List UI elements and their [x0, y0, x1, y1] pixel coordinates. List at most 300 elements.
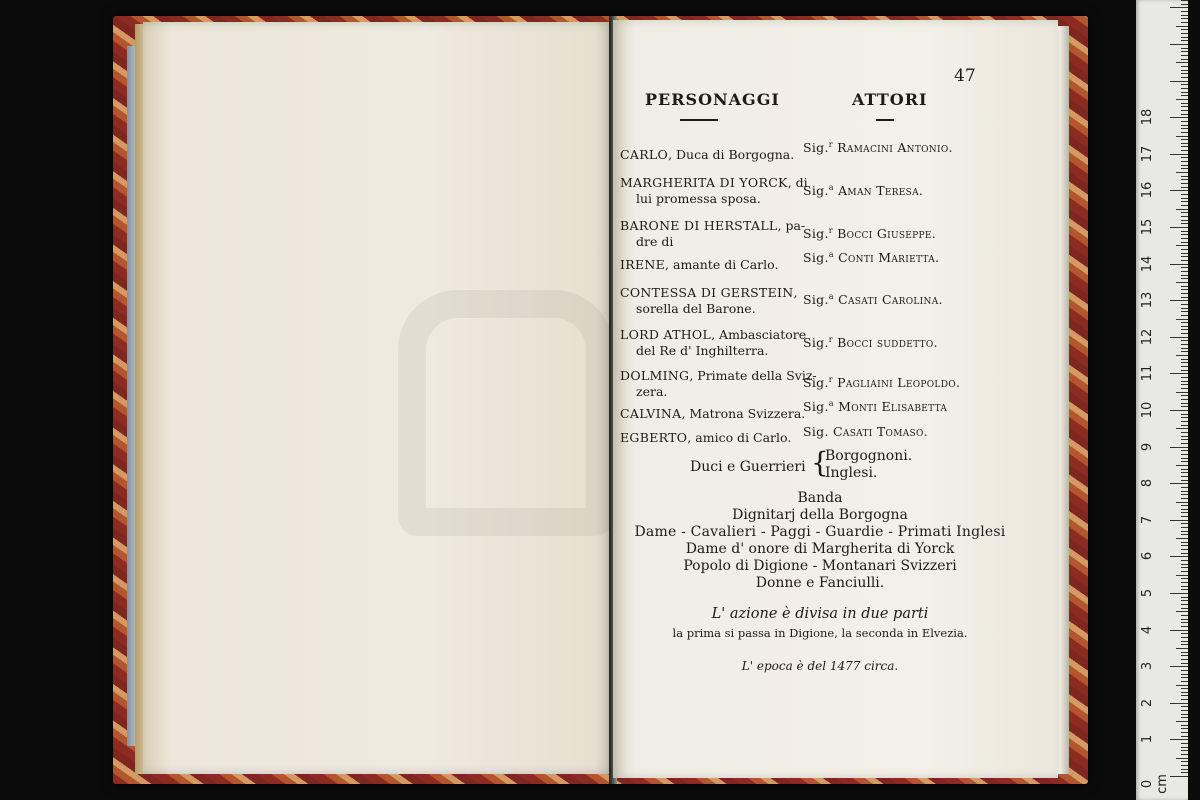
ruler-tick — [1181, 146, 1188, 147]
ruler-tick — [1181, 725, 1188, 726]
ruler-tick — [1181, 681, 1188, 682]
ruler-tick — [1181, 505, 1188, 506]
actor-title: Sig. — [803, 424, 829, 440]
ruler-tick — [1181, 754, 1188, 755]
ruler-tick — [1181, 578, 1188, 579]
character-name: LORD ATHOL — [620, 327, 712, 342]
ruler-tick — [1181, 176, 1188, 177]
ruler-tick — [1181, 157, 1188, 158]
character-desc: , — [793, 285, 798, 300]
extras-line: Popolo di Digione - Montanari Svizzeri — [683, 558, 957, 574]
extras-line: Banda — [797, 490, 843, 506]
actor-entry — [803, 226, 936, 241]
ruler-tick — [1181, 527, 1188, 528]
ruler-tick — [1181, 340, 1188, 341]
ruler-tick — [1181, 695, 1188, 696]
ruler-tick — [1181, 253, 1188, 254]
character-entry — [620, 283, 797, 302]
character-name: EGBERTO — [620, 430, 688, 445]
ruler-tick — [1181, 55, 1188, 56]
ruler-tick — [1181, 772, 1188, 773]
ruler-tick — [1170, 776, 1188, 777]
ruler-tick — [1181, 70, 1188, 71]
ruler-number: 18 — [1140, 108, 1155, 126]
character-entry — [620, 428, 791, 447]
ruler-number: 14 — [1140, 255, 1155, 272]
ruler-tick — [1176, 172, 1188, 173]
duci-label: Duci e Guerrieri — [690, 459, 806, 475]
ruler-tick — [1176, 685, 1188, 686]
ruler-tick — [1181, 311, 1188, 312]
actor-entry — [803, 250, 939, 265]
ruler-tick — [1181, 600, 1188, 601]
duci-group-1: Borgognoni. — [825, 448, 913, 464]
ruler-tick — [1181, 761, 1188, 762]
ruler-tick — [1176, 538, 1188, 539]
ruler-tick — [1181, 348, 1188, 349]
character-entry — [620, 216, 805, 235]
ruler-tick — [1170, 703, 1188, 704]
ruler-tick — [1181, 545, 1188, 546]
ruler-tick — [1181, 366, 1188, 367]
character-entry — [620, 366, 817, 385]
character-desc: , pa- — [777, 218, 806, 233]
ruler-tick — [1181, 450, 1188, 451]
ruler-tick — [1181, 110, 1188, 111]
ruler-tick — [1181, 388, 1188, 389]
ruler-tick — [1176, 62, 1188, 63]
ruler-tick — [1181, 476, 1188, 477]
ruler-tick — [1181, 216, 1188, 217]
ruler-tick — [1181, 66, 1188, 67]
ruler-tick — [1170, 117, 1188, 118]
bleed-through-watermark — [398, 290, 614, 536]
character-desc: , Matrona Svizzera. — [681, 406, 806, 421]
ruler-tick — [1176, 26, 1188, 27]
ruler-tick — [1181, 322, 1188, 323]
ruler-tick — [1181, 688, 1188, 689]
ruler-tick — [1181, 114, 1188, 115]
ruler-tick — [1181, 271, 1188, 272]
ruler-tick — [1181, 77, 1188, 78]
ruler-tick — [1181, 582, 1188, 583]
ruler-tick — [1181, 234, 1188, 235]
actor-title: Sig.$^r$ — [803, 335, 833, 351]
ruler-tick — [1181, 512, 1188, 513]
ruler-tick — [1181, 571, 1188, 572]
epoca-line: L' epoca è del 1477 circa. — [741, 659, 899, 673]
ruler-tick — [1170, 483, 1188, 484]
ruler-number: 13 — [1140, 291, 1155, 309]
header-rule-right — [876, 119, 894, 121]
ruler-tick — [1181, 619, 1188, 620]
character-desc-continued: zera. — [636, 384, 668, 399]
ruler-tick — [1181, 4, 1188, 5]
ruler-tick — [1181, 179, 1188, 180]
character-entry — [620, 404, 805, 423]
ruler-tick — [1181, 736, 1188, 737]
ruler-tick — [1176, 282, 1188, 283]
ruler-tick — [1181, 384, 1188, 385]
extras-line: Dignitarj della Borgogna — [732, 507, 908, 523]
ruler-number: 11 — [1140, 365, 1155, 382]
ruler-tick — [1181, 238, 1188, 239]
ruler-tick — [1181, 425, 1188, 426]
ruler-tick — [1181, 458, 1188, 459]
ruler-tick — [1181, 523, 1188, 524]
ruler-tick — [1181, 743, 1188, 744]
ruler-tick — [1181, 399, 1188, 400]
ruler-tick — [1181, 33, 1188, 34]
ruler-tick — [1170, 373, 1188, 374]
ruler-tick — [1181, 432, 1188, 433]
actor-entry — [803, 424, 928, 439]
character-desc: , Primate della Sviz- — [689, 368, 817, 383]
actor-title: Sig.$^a$ — [803, 292, 834, 308]
character-desc: , Duca di Borgogna. — [668, 147, 795, 162]
ruler-tick — [1181, 531, 1188, 532]
ruler-tick — [1181, 677, 1188, 678]
ruler-tick — [1181, 84, 1188, 85]
ruler-tick — [1181, 633, 1188, 634]
ruler-tick — [1181, 439, 1188, 440]
actor-title: Sig.$^r$ — [803, 140, 833, 156]
ruler-tick — [1170, 666, 1188, 667]
actor-name: Casati Carolina. — [838, 292, 943, 308]
ruler-tick — [1181, 670, 1188, 671]
character-name: BARONE DI HERSTALL — [620, 218, 778, 233]
ruler-tick — [1181, 549, 1188, 550]
character-name: CALVINA — [620, 406, 682, 421]
ruler-tick — [1181, 40, 1188, 41]
ruler-tick — [1181, 168, 1188, 169]
ruler-tick — [1176, 355, 1188, 356]
ruler-tick — [1181, 11, 1188, 12]
ruler-tick — [1181, 344, 1188, 345]
ruler-tick — [1181, 315, 1188, 316]
character-name: MARGHERITA DI YORCK — [620, 175, 788, 190]
ruler-tick — [1181, 395, 1188, 396]
ruler-number: 7 — [1140, 515, 1155, 524]
ruler-tick — [1181, 362, 1188, 363]
measurement-ruler — [1136, 0, 1188, 800]
ruler-tick — [1181, 403, 1188, 404]
ruler-tick — [1181, 728, 1188, 729]
ruler-tick — [1181, 472, 1188, 473]
ruler-tick — [1181, 406, 1188, 407]
brace-icon: { — [811, 446, 829, 479]
ruler-tick — [1181, 198, 1188, 199]
ruler-tick — [1181, 48, 1188, 49]
extras-line: Dame d' onore di Margherita di Yorck — [685, 541, 955, 557]
actor-name: Ramacini Antonio. — [837, 140, 953, 156]
actor-name: Monti Elisabetta — [838, 399, 948, 415]
ruler-tick — [1181, 326, 1188, 327]
ruler-tick — [1181, 59, 1188, 60]
character-entry — [620, 325, 806, 344]
ruler-tick — [1181, 256, 1188, 257]
ruler-tick — [1181, 351, 1188, 352]
ruler-tick — [1181, 121, 1188, 122]
ruler-tick — [1181, 183, 1188, 184]
actor-entry — [803, 375, 960, 390]
ruler-tick — [1170, 264, 1188, 265]
actor-entry — [803, 140, 953, 155]
ruler-number: 5 — [1140, 588, 1155, 598]
ruler-tick — [1181, 150, 1188, 151]
ruler-tick — [1170, 520, 1188, 521]
ruler-tick — [1170, 7, 1188, 8]
ruler-number: 9 — [1140, 442, 1155, 451]
ruler-tick — [1181, 231, 1188, 232]
ruler-tick — [1181, 461, 1188, 462]
ruler-tick — [1181, 714, 1188, 715]
ruler-tick — [1181, 644, 1188, 645]
ruler-tick — [1181, 132, 1188, 133]
ruler-number: 1 — [1140, 735, 1155, 744]
ruler-tick — [1181, 443, 1188, 444]
actor-name: Bocci suddetto. — [837, 335, 938, 351]
character-desc: , amico di Carlo. — [687, 430, 792, 445]
actor-name: Aman Teresa. — [838, 183, 924, 199]
ruler-tick — [1181, 201, 1188, 202]
ruler-tick — [1181, 417, 1188, 418]
ruler-tick — [1170, 739, 1188, 740]
ruler-tick — [1176, 136, 1188, 137]
ruler-tick — [1181, 765, 1188, 766]
ruler-tick — [1181, 128, 1188, 129]
ruler-tick — [1181, 637, 1188, 638]
ruler-tick — [1170, 300, 1188, 301]
character-desc-continued: del Re d' Inghilterra. — [636, 343, 769, 358]
ruler-tick — [1181, 95, 1188, 96]
ruler-tick — [1181, 139, 1188, 140]
ruler-tick — [1181, 161, 1188, 162]
ruler-tick — [1170, 447, 1188, 448]
ruler-tick — [1176, 319, 1188, 320]
ruler-tick — [1181, 297, 1188, 298]
character-desc: , Ambasciatore — [711, 327, 807, 342]
ruler-tick — [1170, 630, 1188, 631]
ruler-tick — [1181, 509, 1188, 510]
ruler-number: 16 — [1140, 182, 1155, 199]
ruler-tick — [1176, 428, 1188, 429]
actor-name: Pagliaini Leopoldo. — [837, 375, 961, 391]
ruler-tick — [1170, 154, 1188, 155]
ruler-tick — [1181, 37, 1188, 38]
ruler-tick — [1181, 586, 1188, 587]
ruler-tick — [1176, 99, 1188, 100]
character-desc: , di — [787, 175, 808, 190]
ruler-tick — [1181, 421, 1188, 422]
ruler-tick — [1181, 165, 1188, 166]
ruler-tick — [1170, 227, 1188, 228]
ruler-tick — [1181, 125, 1188, 126]
ruler-tick — [1181, 534, 1188, 535]
character-entry — [620, 145, 794, 164]
ruler-tick — [1181, 626, 1188, 627]
actor-entry — [803, 399, 947, 414]
ruler-tick — [1181, 242, 1188, 243]
ruler-tick — [1181, 29, 1188, 30]
ruler-number: 15 — [1140, 218, 1155, 236]
ruler-number: 3 — [1140, 662, 1155, 671]
character-entry — [620, 255, 778, 274]
ruler-tick — [1181, 487, 1188, 488]
ruler-tick — [1181, 732, 1188, 733]
ruler-tick — [1181, 564, 1188, 565]
ruler-tick — [1181, 608, 1188, 609]
ruler-tick — [1181, 655, 1188, 656]
ruler-tick — [1181, 15, 1188, 16]
ruler-tick — [1181, 516, 1188, 517]
ruler-tick — [1181, 769, 1188, 770]
ruler-tick — [1181, 597, 1188, 598]
ruler-tick — [1181, 560, 1188, 561]
ruler-tick — [1181, 469, 1188, 470]
ruler-tick — [1181, 187, 1188, 188]
actor-title: Sig.$^a$ — [803, 183, 834, 199]
ruler-tick — [1181, 194, 1188, 195]
actor-title: Sig.$^a$ — [803, 399, 834, 415]
actor-name: Conti Marietta. — [838, 250, 940, 266]
ruler-tick — [1181, 674, 1188, 675]
ruler-tick — [1176, 575, 1188, 576]
ruler-number: 2 — [1140, 698, 1155, 707]
ruler-tick — [1176, 758, 1188, 759]
header-attori: ATTORI — [852, 90, 928, 109]
actor-entry — [803, 292, 943, 307]
ruler-tick — [1181, 381, 1188, 382]
ruler-tick — [1181, 589, 1188, 590]
ruler-tick — [1181, 699, 1188, 700]
actor-entry — [803, 183, 923, 198]
ruler-tick — [1181, 641, 1188, 642]
ruler-number: 8 — [1140, 479, 1155, 488]
ruler-tick — [1181, 278, 1188, 279]
ruler-tick — [1181, 359, 1188, 360]
ruler-tick — [1176, 502, 1188, 503]
ruler-tick — [1181, 293, 1188, 294]
azione-line-1: L' azione è divisa in due parti — [711, 606, 929, 622]
ruler-tick — [1181, 106, 1188, 107]
ruler-tick — [1181, 567, 1188, 568]
ruler-tick — [1176, 209, 1188, 210]
ruler-tick — [1181, 223, 1188, 224]
ruler-number: 6 — [1140, 552, 1155, 561]
ruler-tick — [1181, 51, 1188, 52]
header-personaggi: PERSONAGGI — [645, 90, 780, 109]
actor-title: Sig.$^r$ — [803, 226, 833, 242]
ruler-tick — [1181, 143, 1188, 144]
ruler-number: 4 — [1140, 625, 1155, 634]
ruler-tick — [1170, 81, 1188, 82]
ruler-tick — [1170, 593, 1188, 594]
ruler-tick — [1181, 88, 1188, 89]
ruler-tick — [1181, 659, 1188, 660]
ruler-tick — [1181, 480, 1188, 481]
actor-name: Bocci Giuseppe. — [837, 226, 937, 242]
ruler-tick — [1181, 663, 1188, 664]
extras-line: Donne e Fanciulli. — [755, 575, 885, 591]
ruler-tick — [1181, 286, 1188, 287]
ruler-tick — [1181, 370, 1188, 371]
ruler-tick — [1181, 212, 1188, 213]
ruler-tick — [1181, 542, 1188, 543]
actor-title: Sig.$^a$ — [803, 250, 834, 266]
ruler-tick — [1176, 648, 1188, 649]
extras-line: Dame - Cavalieri - Paggi - Guardie - Primati Inglesi — [634, 524, 1006, 540]
ruler-tick — [1181, 329, 1188, 330]
ruler-tick — [1181, 436, 1188, 437]
ruler-tick — [1181, 103, 1188, 104]
ruler-tick — [1181, 498, 1188, 499]
ruler-tick — [1176, 465, 1188, 466]
ruler-tick — [1170, 44, 1188, 45]
ruler-tick — [1170, 337, 1188, 338]
character-entry — [620, 173, 808, 192]
character-name: DOLMING — [620, 368, 690, 383]
ruler-tick — [1181, 205, 1188, 206]
ruler-tick — [1176, 611, 1188, 612]
ruler-tick — [1181, 622, 1188, 623]
ruler-tick — [1181, 454, 1188, 455]
ruler-tick — [1181, 0, 1188, 1]
ruler-tick — [1181, 267, 1188, 268]
ruler-tick — [1181, 491, 1188, 492]
ruler-tick — [1181, 22, 1188, 23]
page-number: 47 — [954, 66, 976, 86]
character-desc-continued: lui promessa sposa. — [636, 191, 761, 206]
ruler-tick — [1181, 18, 1188, 19]
ruler-tick — [1181, 260, 1188, 261]
character-desc: , amante di Carlo. — [665, 257, 779, 272]
ruler-tick — [1176, 392, 1188, 393]
ruler-tick — [1181, 377, 1188, 378]
ruler-number: 17 — [1140, 145, 1155, 163]
actor-title: Sig.$^r$ — [803, 375, 833, 391]
ruler-tick — [1181, 414, 1188, 415]
character-name: IRENE — [620, 257, 666, 272]
character-name: CARLO — [620, 147, 669, 162]
actor-entry — [803, 335, 938, 350]
azione-line-2: la prima si passa in Digione, la seconda in Elvezia. — [672, 626, 968, 640]
ruler-number: 10 — [1140, 401, 1155, 419]
duci-group-2: Inglesi. — [825, 465, 878, 481]
header-rule-left — [680, 119, 718, 121]
ruler-tick — [1181, 249, 1188, 250]
ruler-tick — [1181, 553, 1188, 554]
character-desc-continued: sorella del Barone. — [636, 301, 756, 316]
ruler-tick — [1181, 604, 1188, 605]
character-desc-continued: dre di — [636, 234, 674, 249]
ruler-tick — [1176, 721, 1188, 722]
ruler-tick — [1181, 750, 1188, 751]
ruler-tick — [1170, 190, 1188, 191]
character-name: CONTESSA DI GERSTEIN — [620, 285, 794, 300]
ruler-tick — [1181, 494, 1188, 495]
ruler-tick — [1176, 245, 1188, 246]
ruler-tick — [1181, 92, 1188, 93]
left-page-blank — [143, 22, 613, 774]
ruler-tick — [1181, 289, 1188, 290]
ruler-tick — [1181, 706, 1188, 707]
ruler-tick — [1181, 220, 1188, 221]
ruler-tick — [1181, 615, 1188, 616]
ruler-tick — [1181, 710, 1188, 711]
ruler-tick — [1181, 333, 1188, 334]
ruler-tick — [1181, 747, 1188, 748]
